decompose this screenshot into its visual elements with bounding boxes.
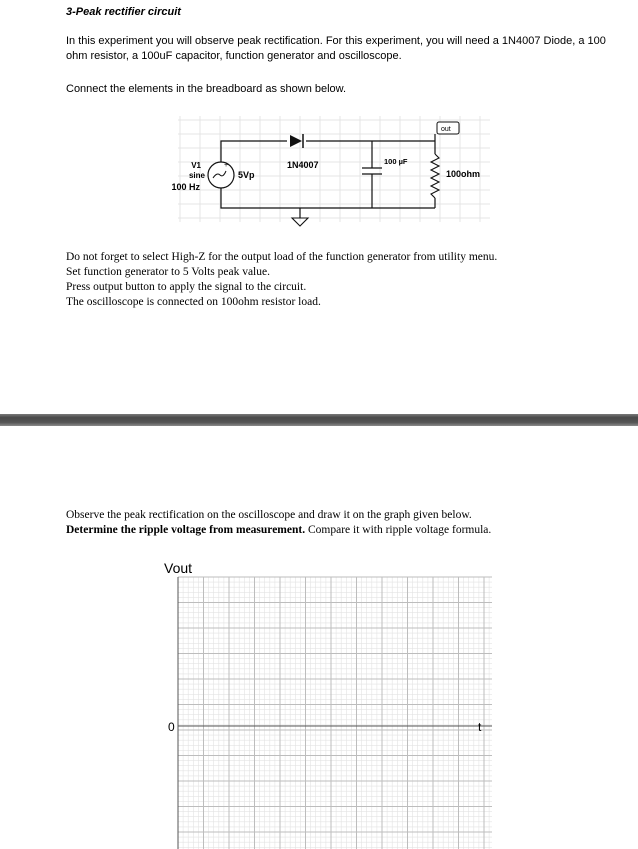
oscilloscope-graph: [150, 555, 510, 849]
instructions-block: [66, 250, 497, 310]
instruction-line: Do not forget to select High-Z for the output load of the function generator from utility menu.: [66, 251, 498, 263]
source-name-label: V1: [191, 161, 201, 170]
graph-origin-label: 0: [168, 720, 175, 734]
instruction-line: Set function generator to 5 Volts peak value.: [66, 266, 270, 278]
observe-line-2: [66, 523, 626, 538]
intro-paragraph: In this experiment you will observe peak rectification. For this experiment, you will need a 1N4007 Diode, a 100 ohm resistor, a 100uF capacitor, function generator and oscilloscope.: [66, 35, 606, 62]
resistor-label: 100ohm: [446, 169, 481, 179]
observe-line-1: Observe the peak rectification on the oscilloscope and draw it on the graph given below.: [66, 509, 472, 521]
capacitor-icon: [362, 168, 382, 174]
section-heading: 3-Peak rectifier circuit: [66, 6, 181, 18]
source-type-label: sine: [188, 171, 205, 180]
out-probe-label: out: [441, 126, 451, 133]
connect-instruction: Connect the elements in the breadboard as shown below.: [66, 83, 347, 95]
circuit-schematic: [150, 110, 510, 230]
observe-line-2-rest: Compare it with ripple voltage formula.: [305, 524, 492, 536]
observe-block: [66, 508, 626, 538]
graph-y-label: Vout: [164, 560, 193, 576]
diode-icon: [290, 134, 303, 148]
svg-text:+: +: [224, 162, 229, 169]
diode-label: 1N4007: [287, 160, 319, 170]
source-amp-label: 5Vp: [238, 170, 255, 180]
capacitor-label: 100 µF: [384, 157, 408, 166]
sine-source-icon: [208, 162, 234, 188]
ripple-emphasis: Determine the ripple voltage from measurement.: [66, 524, 306, 536]
instruction-line: Press output button to apply the signal to the circuit.: [66, 281, 307, 293]
graph-x-label: t: [478, 720, 482, 734]
source-freq-label: 100 Hz: [171, 182, 200, 192]
page-divider: [0, 414, 638, 426]
graph-minor-grid: [178, 577, 492, 849]
instruction-line: The oscilloscope is connected on 100ohm resistor load.: [66, 296, 321, 308]
